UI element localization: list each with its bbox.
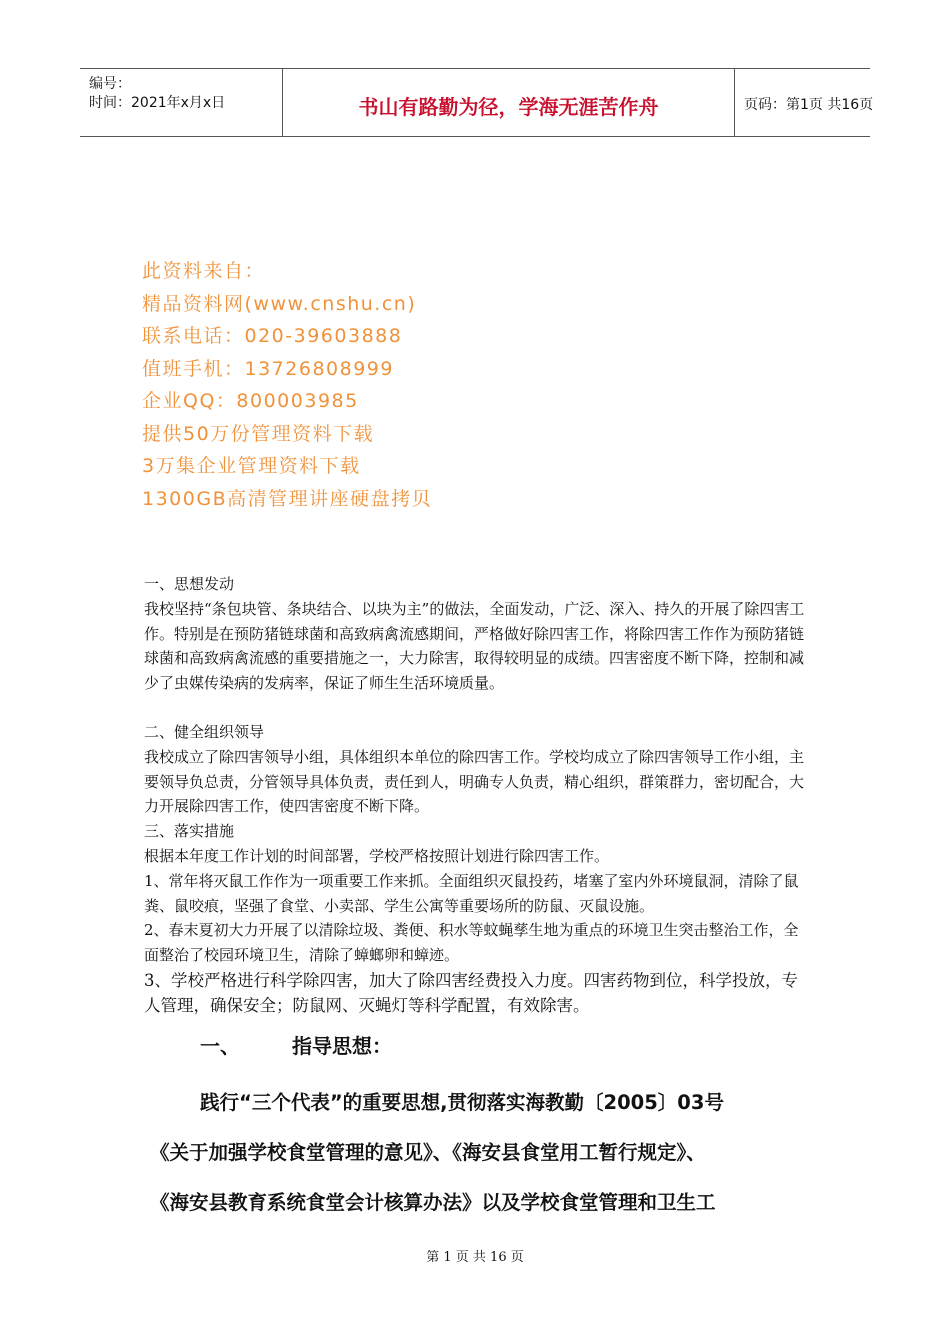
promo-line: 此资料来自： <box>142 260 266 282</box>
guide-title: 指导思想： <box>292 1034 392 1058</box>
section-text: 我校坚持“条包块管、条块结合、以块为主”的做法，全面发动，广泛、深入、持久的开展了除四害工作。特别是在预防猪链球菌和高致病禽流感期间，严格做好除四害工作，将除四害工作作为预防猪链球菌和高致病禽流感的重要措施之一，大力除害，取得较明显的成绩。四害密度不断下降，控制和减少了虫媒传染病的发病率，保证了师生生活环境质量。 <box>144 599 805 693</box>
document-body <box>144 572 809 1018</box>
guide-number: 一、 <box>200 1034 240 1058</box>
header-motto-cell <box>282 69 735 136</box>
guide-line: 《关于加强学校食堂管理的意见》、《海安县食堂用工暂行规定》、 <box>150 1141 706 1164</box>
promo-line: 3万集企业管理资料下载 <box>142 455 361 477</box>
promo-line: 企业QQ：800003985 <box>142 390 359 412</box>
section-item: 1、常年将灭鼠工作作为一项重要工作来抓。全面组织灭鼠投药，堵塞了室内外环境鼠洞，清除了鼠粪、鼠咬痕，坚强了食堂、小卖部、学生公寓等重要场所的防鼠、灭鼠设施。 <box>144 871 799 915</box>
section-text: 根据本年度工作计划的时间部署，学校严格按照计划进行除四害工作。 <box>144 846 610 865</box>
number-label: 编号： <box>89 76 131 92</box>
promo-line: 提供50万份管理资料下载 <box>142 422 375 445</box>
promo-block <box>142 255 432 515</box>
section-title: 一、思想发动 <box>144 575 235 593</box>
header-page-cell <box>734 69 874 136</box>
page-info: 页码：第1页 共16页 <box>744 97 874 113</box>
guide-line: 《海安县教育系统食堂会计核算办法》以及学校食堂管理和卫生工 <box>150 1191 716 1214</box>
section-item: 3、学校严格进行科学除四害，加大了除四害经费投入力度。四害药物到位，科学投放，专人管理，确保安全；防鼠网、灭蝇灯等科学配置，有效除害。 <box>144 970 798 1015</box>
header-table <box>80 68 874 137</box>
page-footer: 第 1 页 共 16 页 <box>426 1250 524 1265</box>
section-text: 我校成立了除四害领导小组，具体组织本单位的除四害工作。学校均成立了除四害领导工作小组，主要领导负总责，分管领导具体负责，责任到人，明确专人负责，精心组织，群策群力，密切配合，大力开展除四害工作，使四害密度不断下降。 <box>144 747 805 816</box>
header-meta-cell <box>80 69 282 136</box>
section-item: 2、春末夏初大力开展了以清除垃圾、粪便、积水等蚊蝇孳生地为重点的环境卫生突击整治工作，全面整治了校园环境卫生，清除了蟑螂卵和蟑迹。 <box>144 921 799 965</box>
section-title: 三、落实措施 <box>144 822 235 841</box>
time-label: 时间：2021年x月x日 <box>89 95 226 111</box>
guide-heading <box>200 1030 392 1059</box>
promo-line: 联系电话：020-39603888 <box>142 325 403 347</box>
section-title: 二、健全组织领导 <box>144 722 265 741</box>
promo-line: 值班手机：13726808999 <box>142 357 394 380</box>
promo-line: 精品资料网(www.cnshu.cn) <box>142 292 417 315</box>
guide-paragraph <box>150 1078 810 1228</box>
guide-line: 践行“三个代表”的重要思想,贯彻落实海教勤〔2005〕03号 <box>200 1091 724 1114</box>
promo-line: 1300GB高清管理讲座硬盘拷贝 <box>142 487 433 510</box>
motto: 书山有路勤为径，学海无涯苦作舟 <box>358 95 659 119</box>
